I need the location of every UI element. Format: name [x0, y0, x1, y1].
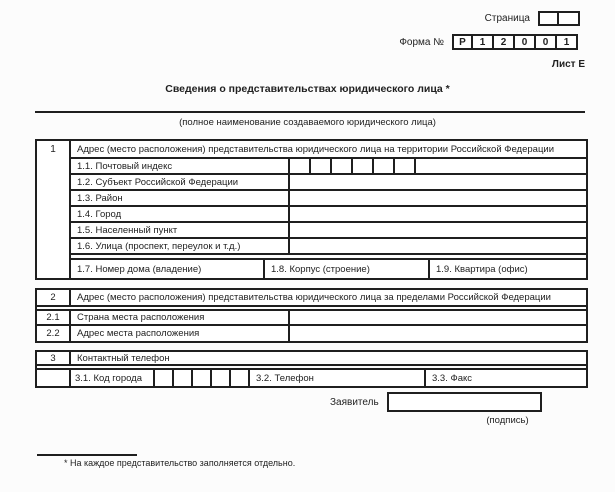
page-number-boxes — [538, 11, 580, 26]
form-code-cell: 1 — [557, 34, 578, 50]
postal-digit-cell[interactable] — [290, 159, 311, 173]
row-phone — [37, 370, 586, 386]
page-number-cell[interactable] — [559, 11, 580, 26]
postal-digit-cell[interactable] — [395, 159, 416, 173]
applicant-label: Заявитель — [330, 396, 379, 408]
page-label: Страница — [484, 13, 530, 24]
row-postal-index — [71, 159, 586, 175]
applicant-signature-box[interactable] — [387, 392, 542, 412]
page-number-cell[interactable] — [538, 11, 559, 26]
settlement-field[interactable] — [290, 223, 586, 237]
city-code-digit-cell[interactable] — [155, 370, 174, 386]
city-label: 1.4. Город — [71, 207, 290, 221]
applicant-row — [330, 392, 542, 412]
form-code-cell: 2 — [494, 34, 515, 50]
city-field[interactable] — [290, 207, 586, 221]
city-code-digit-cell[interactable] — [174, 370, 193, 386]
section-2-number: 2 — [37, 290, 71, 305]
postal-index-label: 1.1. Почтовый индекс — [71, 159, 290, 173]
section-2-header: Адрес (место расположения) представительства юридического лица за пределами Российской Федерации — [77, 292, 551, 303]
legal-entity-name-line[interactable] — [35, 111, 585, 113]
district-label: 1.3. Район — [71, 191, 290, 205]
form-code-cell: 1 — [473, 34, 494, 50]
form-number-row — [399, 34, 578, 50]
row-house-building-flat — [71, 260, 586, 278]
country-field[interactable] — [290, 311, 586, 324]
form-title: Сведения о представительствах юридического лица * — [165, 83, 450, 95]
row-country — [37, 311, 586, 326]
row-city — [71, 207, 586, 223]
legal-entity-name-caption: (полное наименование создаваемого юридического лица) — [179, 117, 436, 128]
fax-field[interactable]: 3.3. Факс — [432, 372, 473, 384]
form-code-boxes — [452, 34, 578, 50]
section-1-address-rf — [35, 139, 588, 280]
flat-office-field[interactable]: 1.9. Квартира (офис) — [436, 263, 528, 275]
sheet-label: Лист Е — [551, 59, 585, 70]
phone-field[interactable]: 3.2. Телефон — [250, 370, 426, 386]
postal-index-field — [290, 159, 586, 173]
country-label: Страна места расположения — [71, 311, 290, 324]
postal-digit-cell[interactable] — [353, 159, 374, 173]
row-subject-rf — [71, 175, 586, 191]
row-address-abroad-number: 2.2 — [37, 326, 71, 341]
city-code-label: 3.1. Код города — [71, 370, 155, 386]
section-3-contact-phone — [35, 350, 588, 388]
house-number-field[interactable]: 1.7. Номер дома (владение) — [71, 260, 265, 278]
settlement-label: 1.5. Населенный пункт — [71, 223, 290, 237]
section-1-number: 1 — [37, 141, 71, 278]
section-3-header-row — [37, 352, 586, 366]
district-field[interactable] — [290, 191, 586, 205]
section-2-address-abroad — [35, 288, 588, 343]
section-1-header: Адрес (место расположения) представительства юридического лица на территории Российской Федерации — [71, 141, 586, 159]
row-street — [71, 239, 586, 255]
city-code-digit-cell[interactable] — [212, 370, 231, 386]
footnote-text: * На каждое представительство заполняется отдельно. — [64, 458, 296, 468]
building-field[interactable]: 1.8. Корпус (строение) — [265, 260, 430, 278]
address-abroad-field[interactable] — [290, 326, 586, 341]
row-address-abroad — [37, 326, 586, 341]
subject-rf-label: 1.2. Субъект Российской Федерации — [71, 175, 290, 189]
page-number-row — [485, 11, 580, 26]
postal-digit-cell[interactable] — [374, 159, 395, 173]
footnote-separator — [37, 454, 137, 456]
city-code-digit-cell[interactable] — [231, 370, 250, 386]
form-code-cell: 0 — [536, 34, 557, 50]
form-code-cell: Р — [452, 34, 473, 50]
section-3-number: 3 — [37, 352, 71, 364]
row-settlement — [71, 223, 586, 239]
address-abroad-label: Адрес места расположения — [71, 326, 290, 341]
subject-rf-field[interactable] — [290, 175, 586, 189]
city-code-digit-cell[interactable] — [193, 370, 212, 386]
street-label: 1.6. Улица (проспект, переулок и т.д.) — [71, 239, 290, 253]
postal-digit-cell[interactable] — [311, 159, 332, 173]
row-country-number: 2.1 — [37, 311, 71, 324]
row-phone-number-cell — [37, 370, 71, 386]
form-number-label: Форма № — [399, 36, 444, 48]
street-field[interactable] — [290, 239, 586, 253]
section-2-header-row — [37, 290, 586, 307]
section-3-header: Контактный телефон — [77, 352, 170, 364]
postal-digit-cell[interactable] — [332, 159, 353, 173]
form-code-cell: 0 — [515, 34, 536, 50]
row-district — [71, 191, 586, 207]
signature-caption: (подпись) — [486, 415, 529, 426]
